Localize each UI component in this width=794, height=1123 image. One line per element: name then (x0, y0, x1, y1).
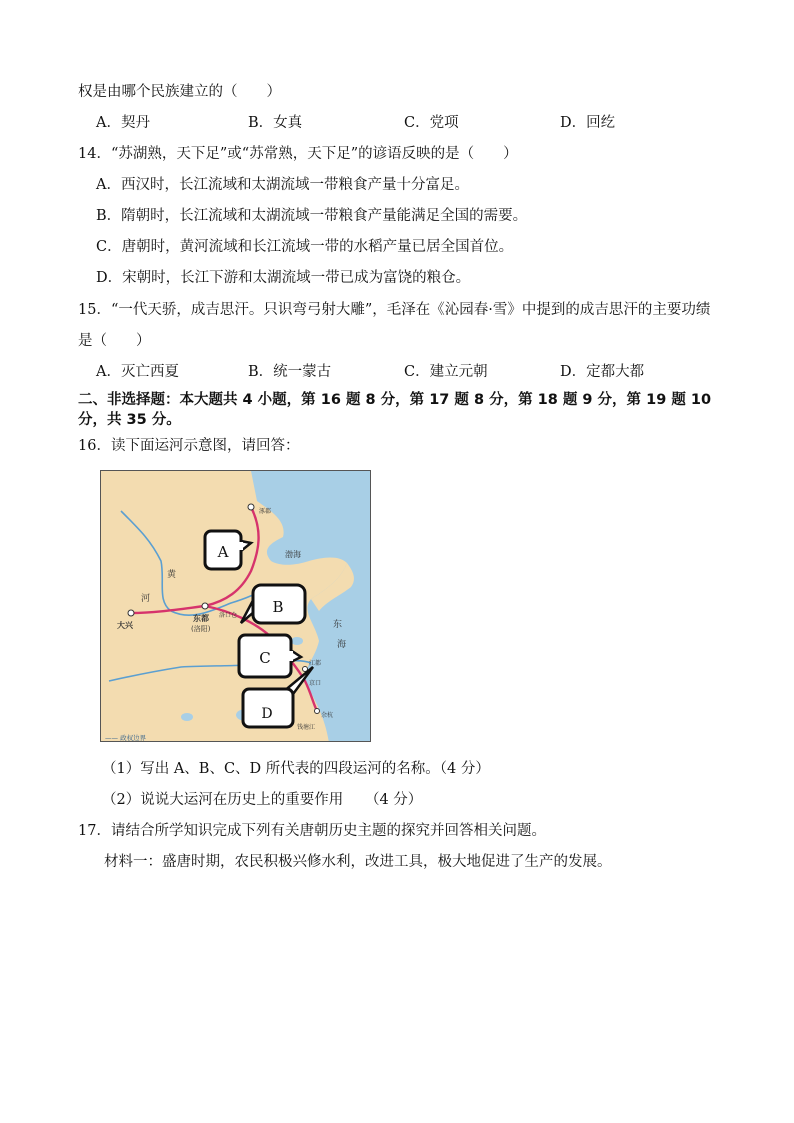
map-label-jiangdu: 江都 (309, 660, 322, 667)
map-label-river: 河 (141, 594, 151, 604)
q13-option-a: A．契丹 (96, 115, 150, 131)
q15-stem-line1: 15．“一代天骄，成吉思汗。只识弯弓射大雕”，毛泽在《沁园春·雪》中提到的成吉思汗的主要功绩 (78, 302, 711, 318)
map-city-zhuojun (248, 504, 254, 510)
q16-sub1: （1）写出 A、B、C、D 所代表的四段运河的名称。（4 分） (102, 761, 490, 777)
map-label-luokoucang: 洛口仓 (219, 612, 238, 619)
map-lake-3 (291, 637, 303, 645)
callout-c-label: C (259, 649, 271, 667)
map-label-yellow: 黄 (167, 570, 177, 580)
q15-option-d: D．定都大都 (560, 364, 645, 380)
q13-option-c: C．党项 (404, 115, 459, 131)
q13-option-b: B．女真 (248, 115, 303, 131)
q15-option-b: B．统一蒙古 (248, 364, 332, 380)
q13-option-d: D．回纥 (560, 115, 616, 131)
q14-option-b: B．隋朝时，长江流域和太湖流域一带粮食产量能满足全国的需要。 (96, 208, 528, 224)
q16-sub2: （2）说说大运河在历史上的重要作用 （4 分） (102, 792, 423, 808)
q14-option-d: D．宋朝时，长江下游和太湖流域一带已成为富饶的粮仓。 (96, 270, 471, 286)
callout-b-label: B (272, 598, 284, 616)
grand-canal-map (100, 470, 371, 742)
map-legend: —— 政权边界 (105, 734, 147, 742)
map-label-dongdu: 东都 (193, 614, 209, 623)
map-label-yuhang: 余杭 (321, 712, 334, 719)
q15-option-c: C．建立元朝 (404, 364, 488, 380)
map-lake-2 (181, 713, 193, 721)
map-label-qiantang: 钱塘江 (297, 724, 316, 731)
q14-stem: 14．“苏湖熟，天下足”或“苏常熟，天下足”的谚语反映的是（ ） (78, 146, 518, 162)
map-label-zhuojun: 涿郡 (259, 508, 272, 515)
map-city-luoyang (202, 603, 208, 609)
q17-stem: 17．请结合所学知识完成下列有关唐朝历史主题的探究并回答相关问题。 (78, 823, 546, 839)
q15-stem-line2: 是（ ） (78, 333, 151, 349)
q13-stem-continuation: 权是由哪个民族建立的（ ） (78, 84, 281, 100)
map-label-daxing: 大兴 (117, 621, 133, 630)
callout-c (239, 635, 301, 677)
map-label-east: 东 (333, 620, 343, 630)
map-label-bohai: 渤海 (285, 550, 301, 559)
map-label-sea: 海 (337, 640, 347, 650)
section2-heading-line2: 分，共 35 分。 (78, 412, 181, 428)
q15-option-a: A．灭亡西夏 (96, 364, 179, 380)
callout-d-label: D (261, 706, 273, 722)
map-city-yuhang (315, 709, 320, 714)
callout-a-label: A (217, 543, 229, 561)
q14-option-c: C．唐朝时，黄河流域和长江流域一带的水稻产量已居全国首位。 (96, 239, 514, 255)
map-label-jingkou: 京口 (309, 680, 322, 687)
q17-material1: 材料一：盛唐时期，农民积极兴修水利，改进工具，极大地促进了生产的发展。 (104, 854, 612, 870)
map-city-daxing (128, 610, 134, 616)
map-label-luoyang: (洛阳) (191, 625, 211, 633)
section2-heading-line1: 二、非选择题：本大题共 4 小题，第 16 题 8 分，第 17 题 8 分，第 18 题 9 分，第 19 题 10 (78, 392, 712, 408)
q14-option-a: A．西汉时，长江流域和太湖流域一带粮食产量十分富足。 (96, 177, 469, 193)
q16-stem: 16．读下面运河示意图，请回答： (78, 438, 300, 454)
